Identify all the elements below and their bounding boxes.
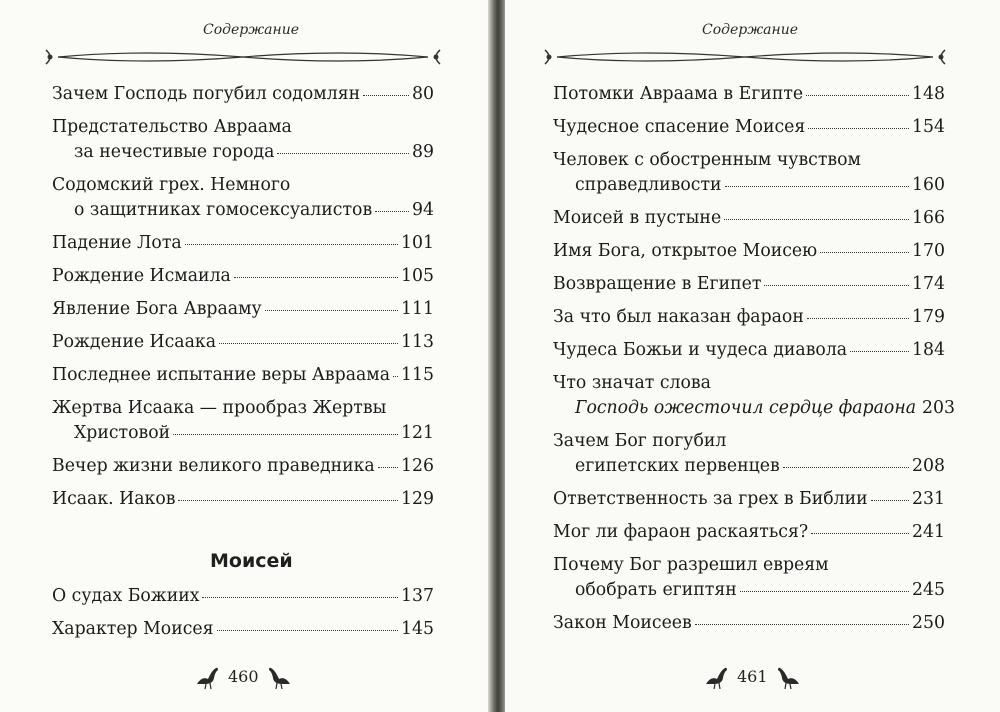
- toc-entry-title: Моисей в пустыне: [553, 208, 722, 228]
- toc-entry-title: египетских первенцев: [575, 456, 780, 476]
- toc-entry-title: Предстательство Авраама: [52, 117, 292, 137]
- dot-leader: [871, 500, 909, 501]
- toc-entry-line: [553, 396, 956, 421]
- toc-entry-line: [553, 272, 945, 297]
- toc-page-number: 101: [401, 233, 434, 253]
- toc-entry-line: [52, 396, 434, 421]
- toc-page-number: 203: [922, 398, 956, 418]
- toc-entry-line: [553, 173, 945, 198]
- toc-entry: [52, 330, 434, 355]
- toc-page-number: 94: [412, 200, 434, 220]
- folio: [194, 662, 293, 690]
- toc-entry-line: [553, 553, 945, 578]
- toc-entry: [553, 487, 945, 512]
- toc-entry: [553, 520, 945, 545]
- toc-entry-title: Господь ожесточил сердце фараона: [575, 398, 917, 418]
- dot-leader: [378, 467, 398, 468]
- toc-page-number: 245: [912, 580, 945, 600]
- toc-entry-line: [52, 82, 434, 107]
- toc-entry-line: [553, 520, 945, 545]
- toc-entry-title: Жертва Исаака — прообраз Жертвы: [52, 398, 387, 418]
- toc-entry-title: Имя Бога, открытое Моисею: [553, 241, 818, 261]
- toc-entry-title: о защитниках гомосексуалистов: [74, 200, 373, 220]
- toc-entry: [52, 173, 434, 223]
- folio: [703, 662, 802, 690]
- dot-leader: [811, 533, 909, 534]
- dot-leader: [173, 434, 398, 435]
- toc-page-number: 154: [912, 117, 945, 137]
- dot-leader: [808, 128, 909, 129]
- dot-leader: [806, 95, 909, 96]
- toc-entry-line: [553, 239, 945, 264]
- toc-page-number: 80: [412, 84, 434, 104]
- toc-entry-line: [553, 305, 945, 330]
- toc-entry: [52, 297, 434, 322]
- toc-page-number: 170: [912, 241, 945, 261]
- toc-entry-title: Ответственность за грех в Библии: [553, 489, 868, 509]
- toc-entry-title: Падение Лота: [52, 233, 182, 253]
- dot-leader: [234, 277, 398, 278]
- peacock-bird-icon: [265, 662, 293, 690]
- toc-entry-title: Зачем Господь погубил содомлян: [52, 84, 361, 104]
- toc-entry-title: обобрать египтян: [575, 580, 737, 600]
- toc-entry-title: Последнее испытание веры Авраама: [52, 365, 391, 385]
- toc-entry-line: [553, 82, 945, 107]
- toc-entry: [52, 396, 434, 446]
- toc-entry-line: [52, 115, 434, 140]
- dot-leader: [764, 285, 909, 286]
- toc-entry-title: Закон Моисеев: [553, 613, 692, 633]
- dot-leader: [850, 351, 909, 352]
- toc-entry-title: Возвращение в Египет: [553, 274, 762, 294]
- page-number: 460: [228, 666, 259, 686]
- toc-entry: [52, 454, 434, 479]
- peacock-bird-icon: [194, 662, 222, 690]
- dot-leader: [740, 591, 909, 592]
- toc-page-number: 89: [412, 142, 434, 162]
- toc-page-number: 121: [401, 423, 434, 443]
- dot-leader: [724, 219, 909, 220]
- toc-entry-line: [52, 617, 434, 642]
- toc-entry-title: Вечер жизни великого праведника: [52, 456, 375, 476]
- toc-list: [553, 82, 956, 644]
- toc-entry-title: Мог ли фараон раскаяться?: [553, 522, 809, 542]
- toc-page-number: 115: [401, 365, 434, 385]
- toc-entry-title: Явление Бога Аврааму: [52, 299, 262, 319]
- toc-entry: [553, 338, 945, 363]
- toc-entry-title: Рождение Исаака: [52, 332, 217, 352]
- toc-entry: [553, 239, 945, 264]
- toc-entry: [553, 305, 945, 330]
- right-page: [505, 0, 1000, 712]
- toc-list: [52, 82, 434, 520]
- toc-entry-line: [553, 115, 945, 140]
- toc-page-number: 148: [912, 84, 945, 104]
- toc-page-number: 111: [401, 299, 434, 319]
- toc-entry-line: [52, 231, 434, 256]
- peacock-bird-icon: [703, 662, 731, 690]
- toc-entry-title: Рождение Исмаила: [52, 266, 231, 286]
- toc-entry: [52, 584, 434, 609]
- toc-entry-title: справедливости: [575, 175, 722, 195]
- toc-page-number: 160: [912, 175, 945, 195]
- dot-leader: [725, 186, 909, 187]
- vine-ornament-icon: [44, 46, 442, 68]
- dot-leader: [185, 244, 398, 245]
- peacock-bird-icon: [774, 662, 802, 690]
- toc-entry-title: Что значат слова: [553, 373, 711, 393]
- toc-entry-title: Христовой: [74, 423, 171, 443]
- toc-page-number: 113: [401, 332, 434, 352]
- toc-entry-line: [52, 264, 434, 289]
- toc-page-number: 126: [401, 456, 434, 476]
- toc-entry-title: Зачем Бог погубил: [553, 431, 727, 451]
- dot-leader: [178, 500, 398, 501]
- toc-page-number: 129: [401, 489, 434, 509]
- toc-entry-line: [52, 173, 434, 198]
- toc-entry-line: [553, 371, 945, 396]
- toc-entry: [553, 553, 945, 603]
- toc-entry: [52, 115, 434, 165]
- section-title: Моисей: [210, 550, 293, 572]
- toc-page-number: 145: [401, 619, 434, 639]
- toc-entry-line: [52, 363, 434, 388]
- toc-page-number: 166: [912, 208, 945, 228]
- toc-entry-title: О судах Божиих: [52, 586, 200, 606]
- toc-entry-line: [553, 338, 945, 363]
- toc-entry-line: [52, 584, 434, 609]
- toc-entry: [553, 429, 945, 479]
- toc-entry: [553, 272, 945, 297]
- toc-entry-line: [553, 148, 945, 173]
- toc-entry-line: [52, 421, 434, 446]
- dot-leader: [375, 211, 409, 212]
- toc-page-number: 241: [912, 522, 945, 542]
- toc-entry: [52, 264, 434, 289]
- toc-list-section: [52, 584, 434, 650]
- toc-entry: [553, 371, 956, 421]
- dot-leader: [695, 624, 909, 625]
- toc-entry-line: [553, 206, 945, 231]
- toc-entry-title: Исаак. Иаков: [52, 489, 176, 509]
- dot-leader: [265, 310, 398, 311]
- dot-leader: [393, 376, 398, 377]
- dot-leader: [217, 630, 398, 631]
- toc-entry-title: Чудесное спасение Моисея: [553, 117, 806, 137]
- toc-entry-line: [52, 330, 434, 355]
- toc-entry: [52, 82, 434, 107]
- toc-entry: [553, 115, 945, 140]
- dot-leader: [783, 467, 909, 468]
- toc-entry-title: Содомский грех. Немного: [52, 175, 291, 195]
- toc-entry: [553, 148, 945, 198]
- toc-page-number: 174: [912, 274, 945, 294]
- toc-entry-line: [553, 578, 945, 603]
- toc-entry: [52, 231, 434, 256]
- left-page: [0, 0, 492, 712]
- running-head: Содержание: [203, 22, 300, 38]
- vine-ornament-icon: [543, 46, 947, 68]
- toc-entry-title: за нечестивые города: [74, 142, 275, 162]
- toc-page-number: 105: [401, 266, 434, 286]
- dot-leader: [202, 597, 398, 598]
- toc-entry-line: [553, 487, 945, 512]
- dot-leader: [363, 95, 409, 96]
- toc-entry-line: [52, 487, 434, 512]
- toc-page-number: 184: [912, 340, 945, 360]
- toc-entry-line: [52, 140, 434, 165]
- toc-entry-line: [553, 611, 945, 636]
- toc-entry: [52, 363, 434, 388]
- toc-page-number: 250: [912, 613, 945, 633]
- toc-entry-title: Почему Бог разрешил евреям: [553, 555, 829, 575]
- toc-page-number: 208: [912, 456, 945, 476]
- toc-entry-line: [52, 198, 434, 223]
- dot-leader: [219, 343, 398, 344]
- toc-entry-line: [553, 454, 945, 479]
- running-head: Содержание: [702, 22, 799, 38]
- toc-entry: [553, 611, 945, 636]
- toc-entry-title: Чудеса Божьи и чудеса диавола: [553, 340, 848, 360]
- toc-page-number: 179: [912, 307, 945, 327]
- toc-entry-title: Характер Моисея: [52, 619, 214, 639]
- toc-entry-line: [553, 429, 945, 454]
- toc-entry-title: За что был наказан фараон: [553, 307, 804, 327]
- page-number: 461: [737, 666, 768, 686]
- toc-page-number: 137: [401, 586, 434, 606]
- dot-leader: [277, 153, 409, 154]
- toc-entry-title: Человек с обостренным чувством: [553, 150, 861, 170]
- toc-page-number: 231: [912, 489, 945, 509]
- toc-entry-title: Потомки Авраама в Египте: [553, 84, 804, 104]
- dot-leader: [807, 318, 909, 319]
- toc-entry: [553, 82, 945, 107]
- toc-entry: [52, 617, 434, 642]
- toc-entry: [52, 487, 434, 512]
- toc-entry-line: [52, 297, 434, 322]
- toc-entry: [553, 206, 945, 231]
- dot-leader: [820, 252, 909, 253]
- toc-entry-line: [52, 454, 434, 479]
